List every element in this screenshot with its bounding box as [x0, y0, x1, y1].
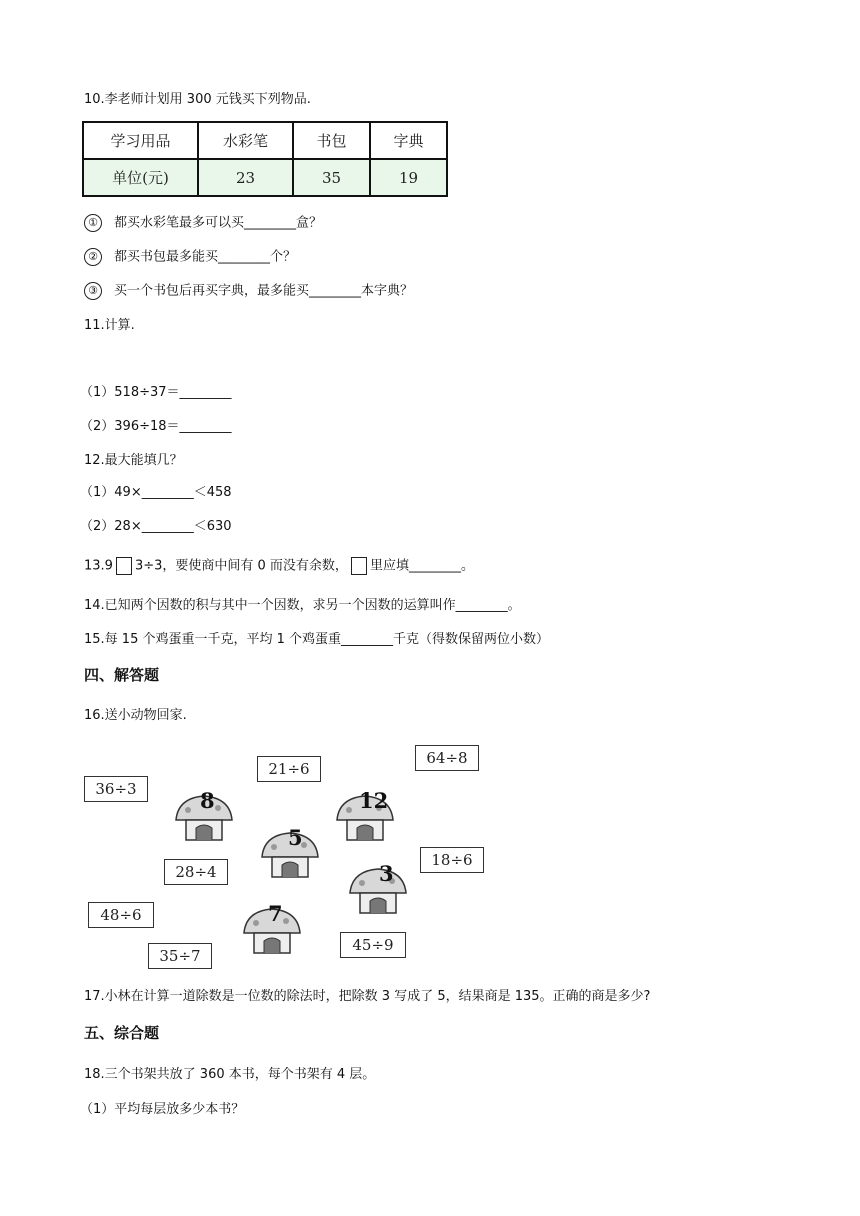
circled-number: ②	[84, 248, 102, 266]
q10-item-text: 买一个书包后再买字典，最多能买________本字典？	[114, 283, 414, 299]
q10-item-text: 都买水彩笔最多可以买________盒？	[114, 215, 323, 231]
expression-card: 48÷6	[88, 902, 154, 928]
expression-card: 36÷3	[84, 776, 148, 802]
circled-number: ①	[84, 214, 102, 232]
price-table	[82, 121, 448, 197]
q10-item-1	[84, 214, 322, 233]
table-row	[83, 122, 447, 159]
mushroom-house-icon	[333, 790, 397, 842]
mushroom-house-icon	[258, 827, 322, 879]
q13-suffix: 里应填________。	[369, 558, 474, 574]
q14-text: 14.已知两个因数的积与其中一个因数，求另一个因数的运算叫作________。	[84, 598, 521, 613]
expression-card: 35÷7	[148, 943, 212, 969]
q12-item: （2）28×________＜630	[80, 519, 232, 534]
blank-box	[116, 557, 132, 575]
house-number: 3	[379, 861, 394, 886]
mushroom-house-icon	[240, 903, 304, 955]
section-heading: 四、解答题	[84, 666, 160, 684]
expression-card: 64÷8	[415, 745, 479, 771]
house-number: 8	[200, 788, 215, 813]
q15-text: 15.每 15 个鸡蛋重一千克，平均 1 个鸡蛋重________千克（得数保留两位小数）	[84, 632, 550, 647]
mushroom-house-icon	[346, 863, 410, 915]
section-heading: 五、综合题	[84, 1024, 160, 1042]
table-cell: 单位(元)	[83, 159, 198, 196]
q10-title: 10.李老师计划用 300 元钱买下列物品.	[84, 92, 311, 107]
house-number: 12	[359, 788, 389, 813]
table-cell: 水彩笔	[198, 122, 293, 159]
table-cell: 23	[198, 159, 293, 196]
q11-item: （1）518÷37＝________	[80, 385, 232, 400]
table-cell: 字典	[370, 122, 447, 159]
q13-line	[84, 557, 474, 576]
q11-item: （2）396÷18＝________	[80, 419, 232, 434]
q12-item: （1）49×________＜458	[80, 485, 232, 500]
table-cell: 35	[293, 159, 370, 196]
table-cell: 书包	[293, 122, 370, 159]
q10-item-2	[84, 248, 296, 267]
expression-card: 21÷6	[257, 756, 321, 782]
q11-title: 11.计算.	[84, 318, 135, 333]
table-cell: 19	[370, 159, 447, 196]
expression-card: 45÷9	[340, 932, 406, 958]
expression-card: 18÷6	[420, 847, 484, 873]
mushroom-house-icon	[172, 790, 236, 842]
q12-title: 12.最大能填几？	[84, 453, 183, 468]
q17-text: 17.小林在计算一道除数是一位数的除法时，把除数 3 写成了 5，结果商是 135。正确的商是多少?	[84, 989, 651, 1004]
circled-number: ③	[84, 282, 102, 300]
q18-title: 18.三个书架共放了 360 本书，每个书架有 4 层。	[84, 1067, 376, 1082]
q10-item-text: 都买书包最多能买________个？	[114, 249, 297, 265]
q13-middle: 3÷3，要使商中间有 0 而没有余数，	[134, 558, 348, 574]
house-number: 5	[288, 825, 303, 850]
expression-card: 28÷4	[164, 859, 228, 885]
q10-item-3	[84, 282, 413, 301]
q16-title: 16.送小动物回家.	[84, 708, 187, 723]
table-cell: 学习用品	[83, 122, 198, 159]
q13-prefix: 13.9	[84, 558, 113, 574]
table-row	[83, 159, 447, 196]
house-number: 7	[268, 901, 283, 926]
q18-item: （1）平均每层放多少本书？	[80, 1102, 245, 1117]
blank-box	[351, 557, 367, 575]
